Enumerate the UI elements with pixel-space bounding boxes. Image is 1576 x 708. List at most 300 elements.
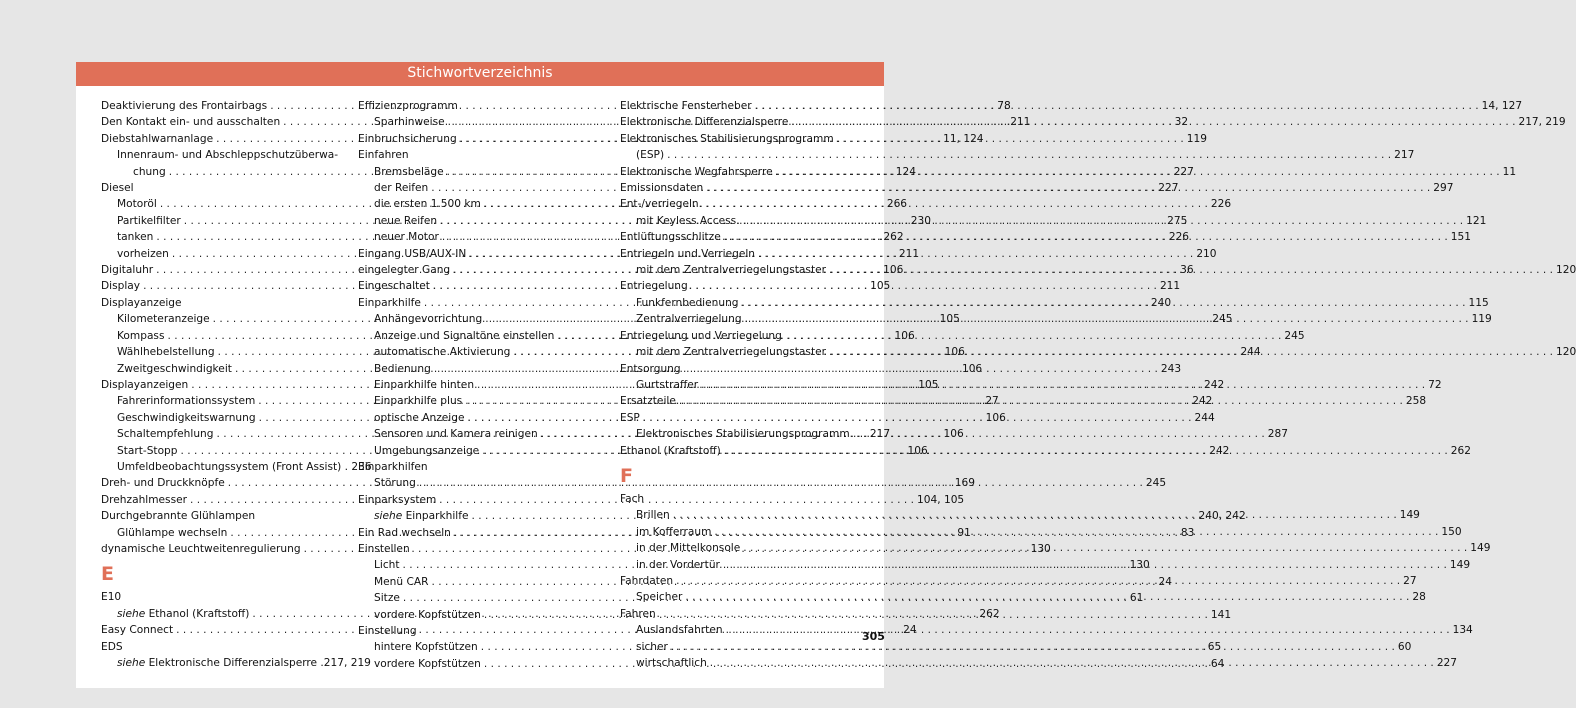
entry-text: Ersatzteile [620, 395, 676, 408]
entry-term [636, 344, 826, 360]
entry-term [374, 426, 538, 442]
index-entry [101, 508, 337, 524]
page-reference: 217 [1394, 149, 1415, 162]
entry-term [374, 607, 481, 623]
entry-text: optische Anzeige [374, 411, 465, 424]
index-page [76, 62, 1576, 688]
entry-term [636, 426, 870, 442]
entry-text: Sparhinweise [374, 116, 445, 129]
leader-dots [755, 98, 1479, 114]
index-entry [620, 361, 856, 377]
entry-text: im Kofferraum [636, 525, 712, 538]
leader-dots [724, 229, 1448, 245]
entry-term [101, 377, 188, 393]
entry-term [374, 377, 474, 393]
entry-term [117, 443, 178, 459]
entry-term [358, 278, 430, 294]
entry-text: Einparkhilfe hinten [374, 378, 475, 391]
index-entry [101, 655, 371, 671]
entry-text: Diesel [101, 182, 134, 195]
page-reference: 83 [1180, 526, 1195, 539]
entry-text: Elektrische Fensterheber [620, 100, 752, 112]
page-reference: 105 [939, 313, 960, 326]
entry-text: Störung [374, 477, 416, 490]
entry-text: mit Keyless Access [636, 214, 737, 227]
page-reference: 217 [869, 428, 891, 441]
index-entry [101, 180, 337, 196]
entry-term [117, 606, 249, 622]
entry-term [101, 475, 225, 491]
entry-term [636, 540, 740, 556]
index-entry [358, 98, 594, 114]
entry-term [101, 508, 255, 524]
page-reference: 120 [1555, 264, 1576, 277]
entry-text: Effizienzprogramm [358, 100, 458, 112]
entry-term [117, 393, 255, 409]
entry-term [636, 507, 670, 523]
entry-text: Ethanol (Kraftstoff) [620, 444, 721, 457]
entry-term [358, 295, 421, 311]
entry-term [374, 180, 428, 196]
leader-dots [743, 540, 1467, 556]
leader-dots [714, 524, 1438, 540]
entry-term [358, 623, 417, 639]
entry-term [101, 295, 182, 311]
page-reference: 14, 127 [1481, 100, 1523, 112]
entry-term [117, 459, 372, 475]
entry-text: Entriegeln und Verriegeln [620, 247, 755, 260]
entry-term [636, 377, 698, 393]
index-entry [101, 147, 337, 163]
entry-term [636, 295, 739, 311]
entry-text: Eingeschaltet [358, 280, 430, 293]
entry-term [620, 361, 681, 377]
see-reference: siehe [374, 510, 403, 523]
page-number: 305 [862, 630, 885, 643]
index-entry [620, 278, 856, 294]
page-reference: 149 [1399, 509, 1420, 522]
entry-text: Einparkhilfe [402, 510, 469, 523]
page-reference: 287 [1267, 428, 1288, 441]
page-reference: 240, 242 [1198, 510, 1246, 523]
entry-term [374, 443, 479, 459]
entry-text: Entsorgung [620, 362, 681, 375]
leader-dots [679, 393, 1403, 409]
entry-text: Elektronische Wegfahrsperre [620, 165, 773, 178]
entry-term [374, 410, 464, 426]
entry-term [117, 328, 164, 344]
entry-text: Wählhebelstellung [117, 346, 215, 359]
entry-text: Fahren [620, 607, 656, 620]
leader-dots [667, 147, 1391, 163]
entry-term [636, 311, 742, 327]
entry-text: Anzeige und Signaltöne einstellen [374, 329, 555, 342]
entry-term [101, 589, 121, 605]
entry-term [374, 590, 400, 606]
entry-term [117, 655, 324, 671]
entry-text: Einparkhilfen [358, 460, 428, 473]
entry-text: Elektronische Differenzialsperre [620, 116, 789, 129]
entry-term [374, 213, 437, 229]
page-reference: 211 [898, 247, 920, 260]
page-reference: 242 [1204, 378, 1225, 391]
page-reference: 32 [1174, 116, 1189, 129]
entry-text: sicher [636, 640, 668, 653]
entry-text: Umfeldbeobachtungssystem (Front Assist) . 236 [117, 460, 372, 473]
entry-text: Dreh- und Druckknöpfe [101, 477, 225, 490]
entry-text: Easy Connect [101, 624, 174, 637]
entry-term [133, 164, 166, 180]
entry-text: Durchgebrannte Glühlampen [101, 510, 256, 523]
page-reference: 149 [1470, 542, 1491, 555]
page-reference: 106 [883, 264, 904, 277]
entry-text: Glühlampe wechseln [117, 526, 228, 539]
entry-text: tanken [117, 231, 154, 244]
entry-term [374, 229, 439, 245]
index-entry [620, 491, 856, 507]
entry-term [374, 361, 431, 377]
page-reference: 130 [1129, 559, 1150, 572]
page-header [76, 62, 884, 86]
page-reference: 11 [1502, 165, 1517, 178]
see-reference: siehe [117, 607, 146, 620]
entry-term [101, 278, 140, 294]
index-entry [358, 541, 594, 557]
page-reference: 27 [1403, 574, 1417, 587]
section-letter: F [620, 464, 633, 487]
entry-text: Sitze [374, 592, 400, 605]
entry-text: Einstellen [358, 542, 410, 555]
entry-term [117, 426, 213, 442]
entry-term [636, 557, 720, 573]
entry-text: Digitaluhr [101, 264, 154, 277]
entry-text: Fahrerinformationssystem [117, 395, 256, 408]
entry-text: Zweitgeschwindigkeit [117, 362, 232, 375]
entry-text: Ethanol (Kraftstoff) [145, 607, 250, 620]
entry-text: Entriegelung und Verriegelung [620, 329, 782, 342]
page-reference: 134 [1452, 624, 1473, 637]
entry-text: Anhängevorrichtung [374, 313, 483, 326]
page-reference: 130 [1030, 542, 1051, 555]
leader-dots [829, 344, 1553, 360]
entry-term [620, 278, 688, 294]
entry-term [374, 114, 445, 130]
entry-term [620, 491, 644, 507]
index-entry [101, 639, 337, 655]
index-entry [620, 147, 1415, 163]
entry-term [620, 393, 676, 409]
leader-dots [791, 114, 1515, 130]
entry-term [117, 229, 153, 245]
leader-dots [739, 213, 1463, 229]
entry-term [358, 459, 428, 475]
entry-text: vordere Kopfstützen [374, 608, 481, 621]
entry-text: Diebstahlwarnanlage [101, 132, 214, 145]
index-entry [358, 147, 594, 163]
page-reference: 150 [1441, 525, 1462, 538]
page-reference: 11, 124 [943, 132, 984, 145]
entry-term [636, 147, 664, 163]
page-reference: 262 [883, 231, 904, 244]
entry-term [117, 311, 210, 327]
page-reference: 297 [1433, 182, 1454, 195]
see-reference: siehe [117, 657, 146, 669]
page-reference: 217, 219 [1518, 116, 1566, 129]
leader-dots [742, 295, 1466, 311]
entry-text: Bedienung [374, 362, 431, 375]
page-reference: 106 [943, 428, 964, 441]
page-reference: 28 [1412, 591, 1426, 604]
entry-term [620, 98, 752, 114]
entry-text: Den Kontakt ein- und ausschalten [101, 116, 281, 129]
page-reference: 60 [1397, 640, 1412, 653]
leader-dots [685, 589, 1409, 605]
entry-term [117, 361, 232, 377]
entry-term [101, 639, 123, 655]
entry-term [117, 246, 169, 262]
entry-text: Einfahren [358, 149, 409, 162]
entry-term [620, 229, 721, 245]
entry-term [620, 164, 773, 180]
entry-text: Speicher [636, 591, 683, 604]
entry-text: Start-Stopp [117, 444, 178, 457]
entry-term [374, 475, 416, 491]
entry-term [620, 606, 656, 622]
entry-text: Partikelfilter [117, 214, 181, 227]
page-reference: 275 [1167, 214, 1188, 227]
entry-text: Elektronische Differenzialsperre . [145, 657, 324, 669]
page-reference: 115 [1468, 296, 1489, 309]
entry-term [117, 213, 181, 229]
entry-text: Einstellung [358, 625, 417, 637]
page-reference: 24 [1158, 575, 1172, 588]
entry-text: Kompass [117, 329, 165, 342]
page-reference: 119 [1186, 132, 1207, 145]
page-reference: 210 [1196, 247, 1217, 260]
entry-text: Ent-/verriegeln [620, 198, 699, 211]
entry-text: dynamische Leuchtweitenregulierung [101, 542, 301, 555]
page-reference: 266 [886, 198, 908, 211]
entry-text: Licht [374, 559, 400, 572]
entry-text: in der Mittelkonsole [636, 542, 741, 555]
index-entry [620, 196, 856, 212]
entry-term [620, 196, 699, 212]
entry-text: Drehzahlmesser [101, 493, 187, 506]
entry-text: wirtschaftlich [636, 657, 707, 669]
page-reference: 230 [910, 214, 931, 227]
page-reference: 105 [918, 378, 939, 391]
entry-text: ESP [620, 411, 640, 424]
entry-term [358, 131, 457, 147]
entry-term [620, 443, 721, 459]
entry-text: Umgebungsanzeige [374, 444, 480, 457]
entry-text: Motoröl [117, 198, 157, 211]
entry-text: Bremsbeläge [374, 165, 444, 178]
page-reference: 169 [954, 477, 975, 490]
leader-dots [676, 573, 1400, 589]
page-reference: 72 [1428, 378, 1442, 391]
entry-text: Fach [620, 492, 645, 505]
entry-text: Display [101, 280, 141, 293]
entry-term [620, 246, 755, 262]
entry-text: Innenraum- und Abschleppschutzüberwa- [117, 149, 339, 162]
page-reference: 91 [957, 526, 971, 539]
page-reference: 227 [1436, 657, 1458, 669]
leader-dots [776, 164, 1500, 180]
entry-term [101, 262, 153, 278]
leader-dots [724, 443, 1448, 459]
entry-term [374, 393, 462, 409]
page-reference: 245 [1284, 329, 1305, 342]
entry-text: eingelegter Gang [358, 264, 451, 277]
leader-dots [723, 557, 1447, 573]
entry-term [117, 147, 338, 163]
entry-term [358, 98, 458, 114]
page-reference: 78 [997, 100, 1011, 112]
entry-text: Elektronisches Stabilisierungsprogramm . . . [636, 428, 870, 441]
entry-term [101, 114, 280, 130]
entry-text: Kilometeranzeige [117, 313, 210, 326]
page-reference: 105 [870, 280, 891, 293]
page-reference: 149 [1449, 558, 1471, 571]
entry-term [374, 508, 469, 524]
entry-term [620, 131, 834, 147]
entry-term [620, 410, 640, 426]
page-title: Stichwortverzeichnis [407, 65, 553, 81]
entry-text: Zentralverriegelung [636, 313, 742, 326]
entry-term [117, 196, 157, 212]
leader-dots [706, 180, 1430, 196]
entry-term [620, 573, 673, 589]
index-entry [101, 459, 372, 475]
entry-term [374, 196, 481, 212]
entry-term [374, 328, 554, 344]
leader-dots [710, 655, 1434, 671]
entry-term [636, 622, 723, 638]
page-reference: 36 [1180, 264, 1194, 277]
page-reference: 106 [961, 362, 983, 375]
index-entry [620, 426, 891, 442]
page-reference: 244 [1194, 411, 1215, 424]
page-reference: 227 [1173, 165, 1194, 178]
index-entry [101, 589, 337, 605]
index-entry [620, 131, 856, 147]
page-reference: 106 [944, 346, 965, 359]
page-reference: 151 [1450, 231, 1472, 244]
entry-text: (ESP) [636, 149, 665, 162]
page-reference: 104, 105 [917, 493, 965, 506]
page-reference: 27 [985, 395, 999, 408]
entry-term [358, 541, 410, 557]
page-reference: 262 [979, 607, 1000, 620]
entry-text: Entlüftungsschlitze [620, 231, 721, 244]
entry-term [101, 622, 173, 638]
entry-text: Fahrdaten [620, 574, 674, 587]
entry-term [358, 525, 451, 541]
entry-term [620, 328, 782, 344]
entry-term [117, 525, 227, 541]
entry-text: hintere Kopfstützen [374, 641, 478, 654]
entry-text: Funkfernbedienung [636, 296, 739, 309]
entry-text: Emissionsdaten [620, 182, 704, 195]
entry-text: Einbruchsicherung [358, 132, 457, 145]
entry-text: chung [133, 165, 166, 178]
leader-dots [671, 639, 1395, 655]
index-entry [620, 410, 856, 426]
entry-term [636, 655, 707, 671]
entry-text: Displayanzeige [101, 296, 182, 309]
entry-term [374, 656, 481, 672]
entry-text: Schaltempfehlung [117, 428, 214, 441]
section-letter: E [101, 563, 114, 586]
entry-text: Displayanzeigen [101, 378, 189, 391]
page-reference: 211 [1010, 116, 1031, 129]
entry-term [101, 98, 267, 114]
index-entry [358, 459, 594, 475]
entry-term [101, 180, 134, 196]
page-reference: 244 [1240, 346, 1261, 359]
entry-term [358, 147, 409, 163]
entry-text: der Reifen [374, 182, 429, 195]
index-entry [620, 606, 856, 622]
leader-dots [829, 262, 1553, 278]
page-reference: 258 [1405, 395, 1427, 408]
entry-text: Entriegelung [620, 280, 688, 293]
index-entry [358, 623, 594, 639]
page-reference: 64 [1210, 657, 1225, 670]
page-reference: 121 [1466, 214, 1487, 227]
entry-term [636, 589, 682, 605]
entry-text: Einparkhilfe [358, 296, 421, 309]
entry-text: vorheizen [117, 247, 169, 260]
index-entry [358, 492, 594, 508]
page-reference: 61 [1129, 592, 1144, 605]
entry-text: Sensoren und Kamera reinigen [374, 428, 538, 441]
page-reference: 242 [1209, 444, 1230, 457]
entry-term [636, 524, 711, 540]
leader-dots [673, 507, 1397, 523]
index-entry [620, 246, 856, 262]
page-reference: 242 [1192, 395, 1213, 408]
page-reference: 262 [1450, 444, 1472, 457]
leader-dots [745, 311, 1469, 327]
entry-term [117, 344, 215, 360]
entry-text: Elektronisches Stabilisierungsprogramm [620, 132, 834, 145]
entry-term [101, 541, 301, 557]
page-reference: 245 [1145, 477, 1167, 490]
entry-term [636, 639, 668, 655]
entry-text: Eingang USB/AUX-IN [358, 247, 467, 260]
page-reference: 119 [1471, 313, 1492, 326]
page-reference: 124 [895, 165, 916, 178]
page-reference: 227 [1158, 182, 1179, 195]
entry-text: die ersten 1.500 km [374, 198, 481, 211]
entry-term [374, 574, 428, 590]
page-reference: 141 [1210, 608, 1232, 621]
entry-term [117, 410, 256, 426]
entry-term [358, 262, 450, 278]
entry-text: Einparkhilfe plus [374, 395, 463, 408]
page-reference: 243 [1160, 362, 1182, 375]
page-reference: 65 [1207, 641, 1222, 654]
entry-text: in der Vordertür [636, 558, 720, 571]
entry-term [358, 246, 466, 262]
entry-term [101, 131, 213, 147]
entry-text: Auslandsfahrten [636, 624, 723, 637]
entry-term [374, 639, 478, 655]
entry-text: Geschwindigkeitswarnung [117, 411, 256, 424]
page-reference: 245 [1212, 313, 1233, 326]
